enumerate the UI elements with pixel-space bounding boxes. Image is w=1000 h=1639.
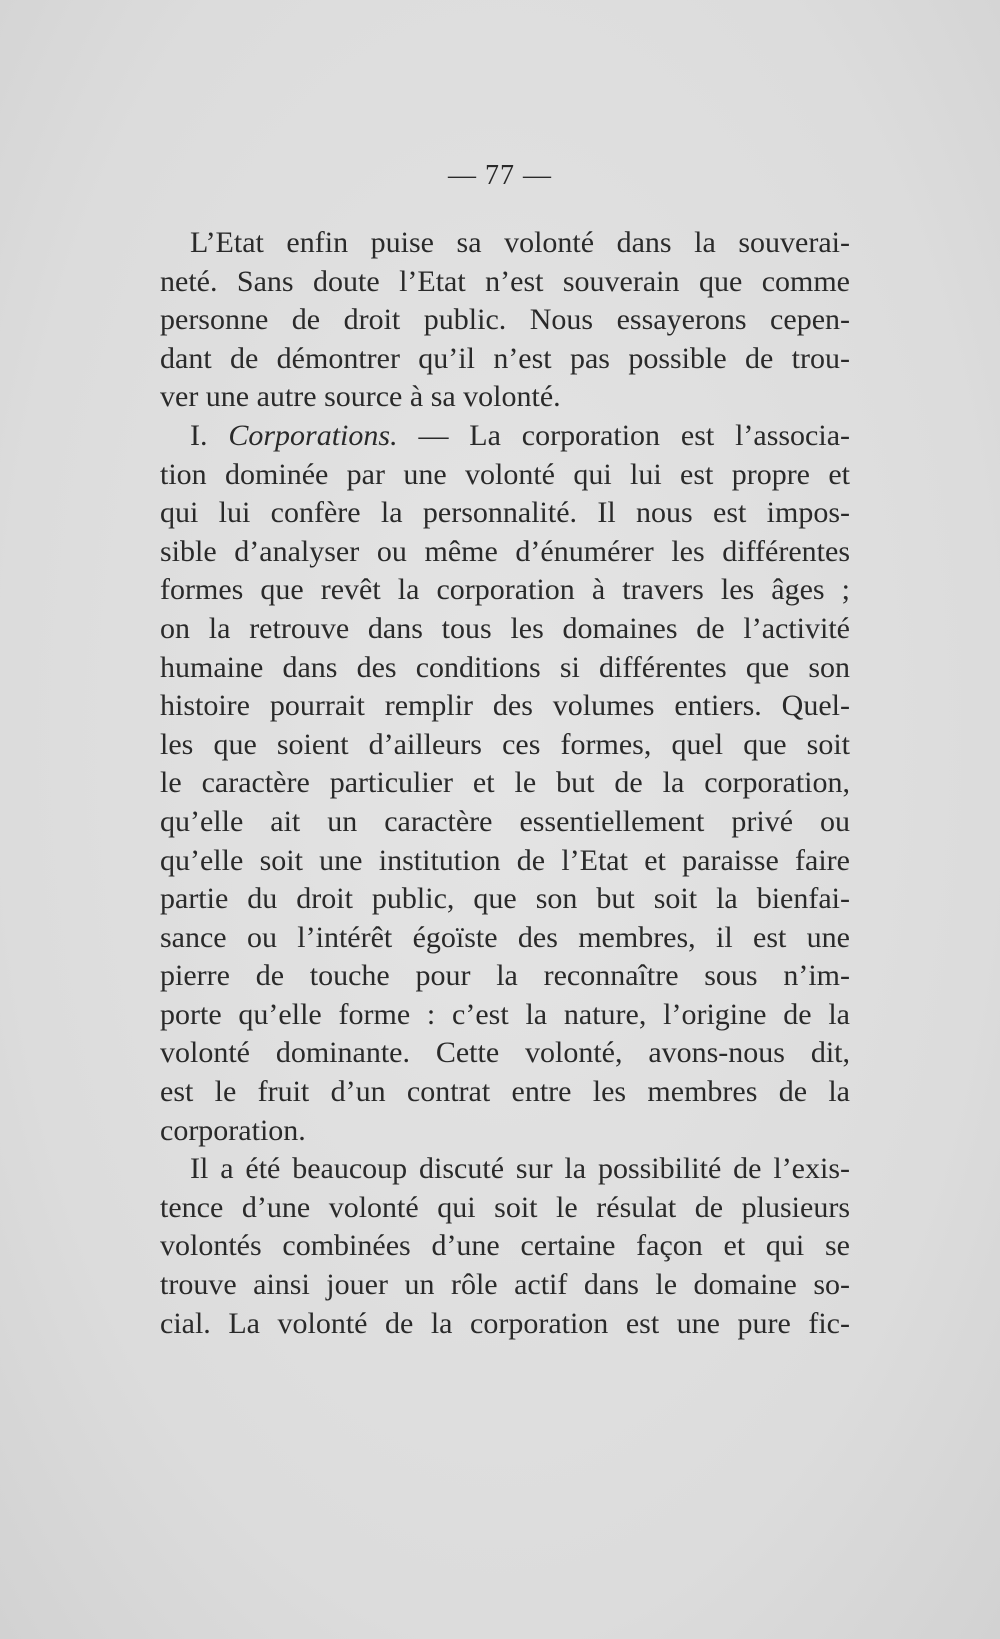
text-line: dant de démontrer qu’il n’est pas possible de trou- [160, 341, 850, 375]
text-line: histoire pourrait remplir des volumes entiers. Quel- [160, 689, 850, 723]
text-line: neté. Sans doute l’Etat n’est souverain que comme [160, 264, 850, 298]
text-line: porte qu’elle forme : c’est la nature, l’origine de la [160, 997, 850, 1031]
text-line: formes que revêt la corporation à travers les âges ; [160, 573, 850, 607]
text-line: personne de droit public. Nous essayerons cepen- [160, 303, 850, 337]
text-line: le caractère particulier et le but de la corporation, [160, 766, 850, 800]
text-line: partie du droit public, que son but soit la bienfai- [160, 882, 850, 916]
text-line: ver une autre source à sa volonté. [160, 380, 561, 414]
text-line: qui lui confère la personnalité. Il nous est impos- [160, 496, 850, 530]
text-line: tence d’une volonté qui soit le résulat de plusieurs [160, 1190, 850, 1224]
text-line: qu’elle soit une institution de l’Etat et paraisse faire [160, 843, 850, 877]
body-text [160, 224, 850, 1343]
text-line: humaine dans des conditions si différentes que son [160, 650, 850, 684]
section-number: I. [190, 418, 208, 452]
text-line: on la retrouve dans tous les domaines de l’activité [160, 611, 850, 645]
text-line: est le fruit d’un contrat entre les membres de la [160, 1075, 850, 1109]
text-line: volontés combinées d’une certaine façon et qui se [160, 1229, 850, 1263]
text-line: volonté dominante. Cette volonté, avons-nous dit, [160, 1036, 850, 1070]
text-line: corporation. [160, 1113, 306, 1147]
text-line: tion dominée par une volonté qui lui est propre et [160, 457, 850, 491]
text-line: Il a été beaucoup discuté sur la possibilité de l’exis- [190, 1152, 850, 1186]
section-title: Corporations. [228, 418, 398, 452]
text-line: les que soient d’ailleurs ces formes, quel que soit [160, 727, 850, 761]
section-heading-line [160, 417, 850, 456]
text-line: sance ou l’intérêt égoïste des membres, il est une [160, 920, 850, 954]
heading-line-text: — La corporation est l’associa- [418, 418, 851, 452]
paragraph-2 [160, 417, 850, 1150]
text-line: trouve ainsi jouer un rôle actif dans le domaine so- [160, 1268, 850, 1302]
text-line: pierre de touche pour la reconnaître sous n’im- [160, 959, 850, 993]
text-line: sible d’analyser ou même d’énumérer les différentes [160, 534, 850, 568]
paragraph-1 [160, 224, 850, 417]
paragraph-3 [160, 1150, 850, 1343]
text-line: cial. La volonté de la corporation est une pure fic- [160, 1306, 850, 1340]
text-line: qu’elle ait un caractère essentiellement privé ou [160, 804, 850, 838]
text-line: L’Etat enfin puise sa volonté dans la souverai- [190, 226, 850, 259]
page-number: — 77 — [448, 160, 552, 191]
